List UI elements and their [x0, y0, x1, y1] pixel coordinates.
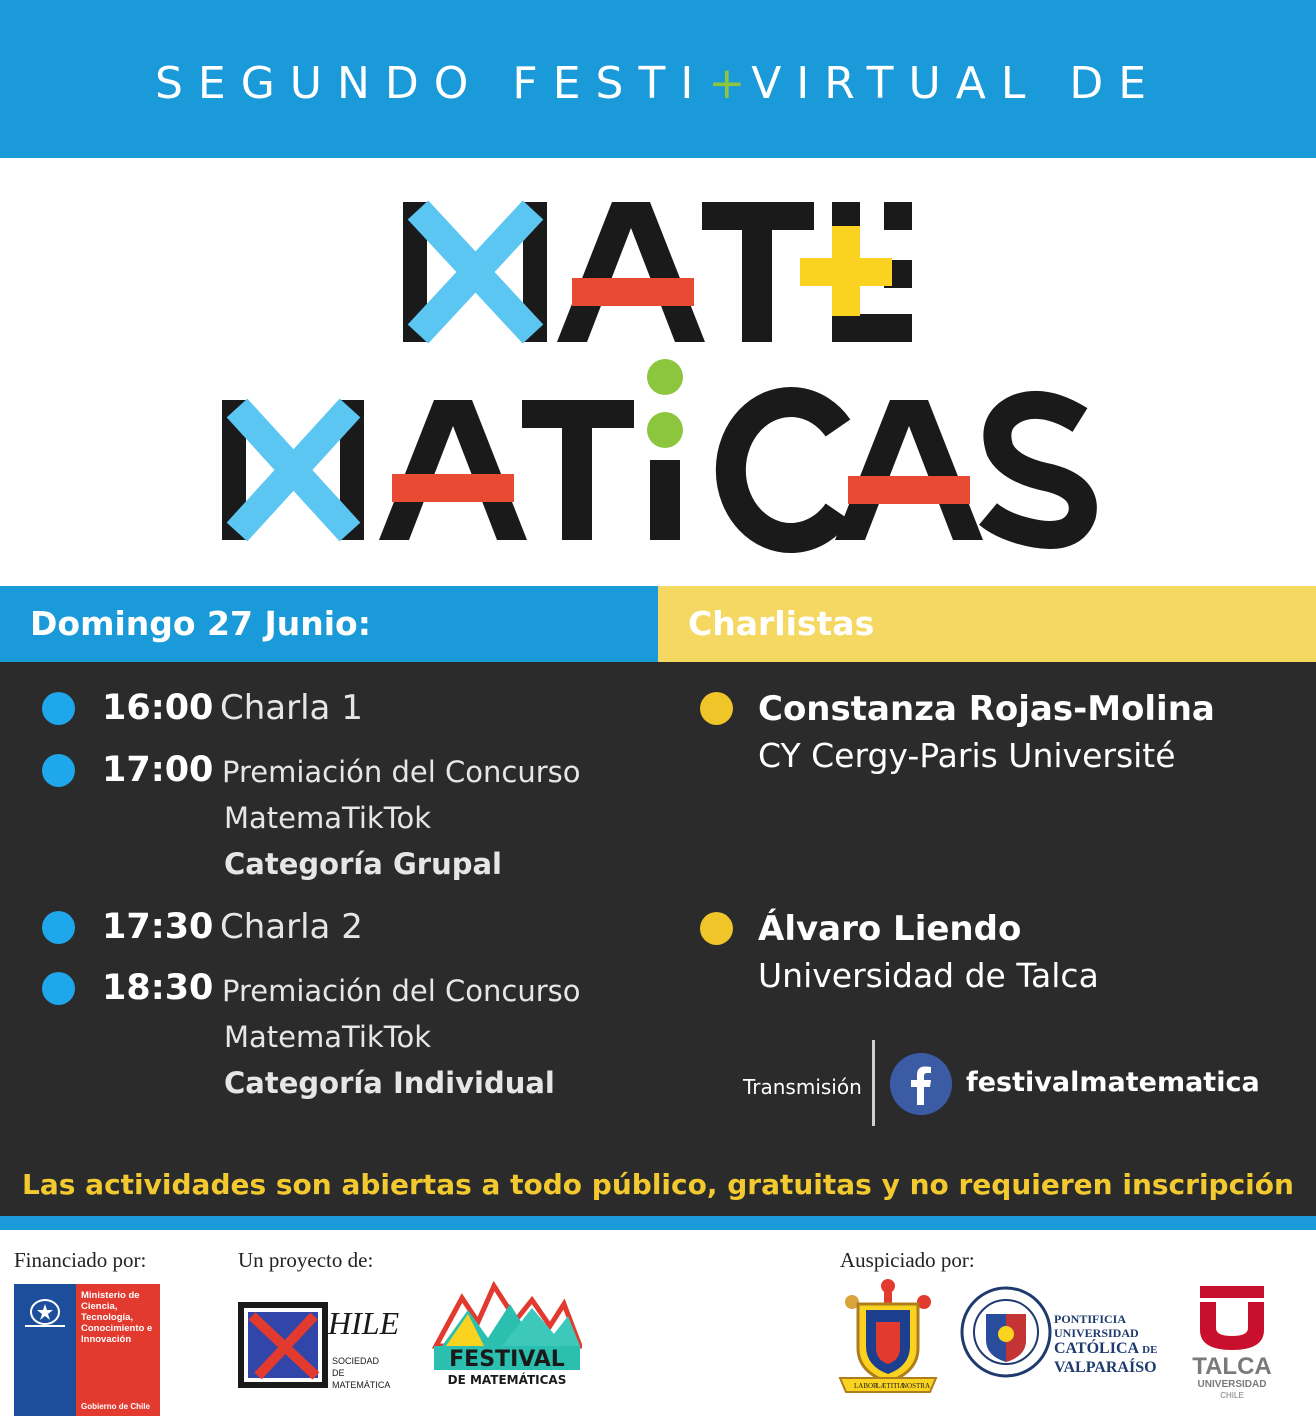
sochi-subtitle: DE — [332, 1368, 345, 1378]
schedule-header — [0, 586, 658, 662]
ministry-name: Ministerio de Ciencia, Tecnología, Conocimiento e Innovación — [81, 1290, 153, 1345]
transmission-label: Transmisión — [743, 1075, 862, 1099]
free-access-notice: Las actividades son abiertas a todo público, gratuitas y no requieren inscripción — [22, 1168, 1294, 1201]
ministry-government: Gobierno de Chile — [81, 1402, 150, 1411]
facebook-icon[interactable] — [890, 1053, 952, 1115]
pucv-line: PONTIFICIA — [1054, 1312, 1127, 1326]
sochi-subtitle: SOCIEDAD — [332, 1356, 380, 1366]
schedule-time: 17:00 — [102, 750, 214, 790]
event-title-part2: VIRTUAL DE — [751, 58, 1162, 109]
speakers-heading: Charlistas — [688, 604, 875, 643]
divider — [872, 1040, 875, 1126]
matematicas-logo — [0, 158, 1316, 586]
sociedad-matematica-logo — [236, 1296, 422, 1392]
schedule-category: Categoría Grupal — [224, 847, 502, 881]
chile-crest-icon — [20, 1290, 70, 1330]
talca-subtitle: UNIVERSIDAD — [1197, 1379, 1267, 1390]
plus-icon: + — [708, 58, 752, 109]
schedule-subtitle: MatemaTikTok — [224, 1020, 432, 1054]
festival-logo — [432, 1280, 582, 1390]
festival-subtitle: DE MATEMÁTICAS — [447, 1373, 567, 1387]
speaker-name: Constanza Rojas-Molina — [758, 689, 1215, 729]
sponsored-label: Auspiciado por: — [840, 1248, 975, 1272]
speaker-name: Álvaro Liendo — [758, 909, 1022, 949]
bullet-icon — [42, 911, 75, 944]
event-title-part1: SEGUNDO FESTI — [154, 58, 709, 109]
event-title — [0, 58, 1316, 109]
speakers-header — [658, 586, 1316, 662]
pucv-line: CATÓLICA — [1054, 1340, 1139, 1357]
schedule-title: Premiación del Concurso — [222, 974, 581, 1008]
utfsm-crest — [838, 1278, 938, 1396]
pucv-line: DE — [1142, 1344, 1158, 1356]
pucv-name — [1054, 1312, 1157, 1377]
festival-wordmark: FESTIVAL — [449, 1347, 565, 1372]
speaker-affiliation: CY Cergy-Paris Université — [758, 736, 1176, 775]
schedule-time: 16:00 — [102, 688, 214, 728]
bullet-icon — [42, 972, 75, 1005]
schedule-title: Charla 1 — [220, 688, 363, 728]
talca-wordmark: TALCA — [1192, 1353, 1272, 1380]
sochi-wordmark: HILE — [328, 1305, 400, 1341]
utfsm-motto: NOSTRA — [902, 1382, 931, 1390]
talca-country: CHILE — [1220, 1391, 1244, 1400]
schedule-subtitle: MatemaTikTok — [224, 801, 432, 835]
utfsm-motto: LÆTITIA — [876, 1382, 905, 1390]
funded-label: Financiado por: — [14, 1248, 147, 1272]
speaker-affiliation: Universidad de Talca — [758, 956, 1099, 995]
bullet-icon — [42, 754, 75, 787]
bullet-icon — [42, 692, 75, 725]
facebook-handle[interactable]: festivalmatematica — [966, 1067, 1260, 1098]
schedule-date: Domingo 27 Junio: — [30, 604, 371, 643]
pucv-seal — [960, 1284, 1052, 1380]
ministry-logo — [14, 1284, 160, 1416]
bottom-divider — [0, 1216, 1316, 1230]
pucv-line: UNIVERSIDAD — [1054, 1326, 1139, 1340]
logo-line1 — [403, 202, 912, 342]
pucv-line: VALPARAÍSO — [1054, 1359, 1157, 1376]
logo-line2 — [222, 359, 1083, 540]
top-banner — [0, 0, 1316, 158]
schedule-time: 18:30 — [102, 968, 214, 1008]
project-label: Un proyecto de: — [238, 1248, 374, 1272]
utalca-logo — [1184, 1284, 1280, 1404]
sochi-subtitle: MATEMÁTICA — [332, 1380, 391, 1390]
schedule-time: 17:30 — [102, 907, 214, 947]
utfsm-motto: LABOR — [854, 1382, 878, 1390]
bullet-icon — [700, 692, 733, 725]
schedule-title: Premiación del Concurso — [222, 755, 581, 789]
schedule-category: Categoría Individual — [224, 1066, 555, 1100]
schedule-title: Charla 2 — [220, 907, 363, 947]
bullet-icon — [700, 912, 733, 945]
